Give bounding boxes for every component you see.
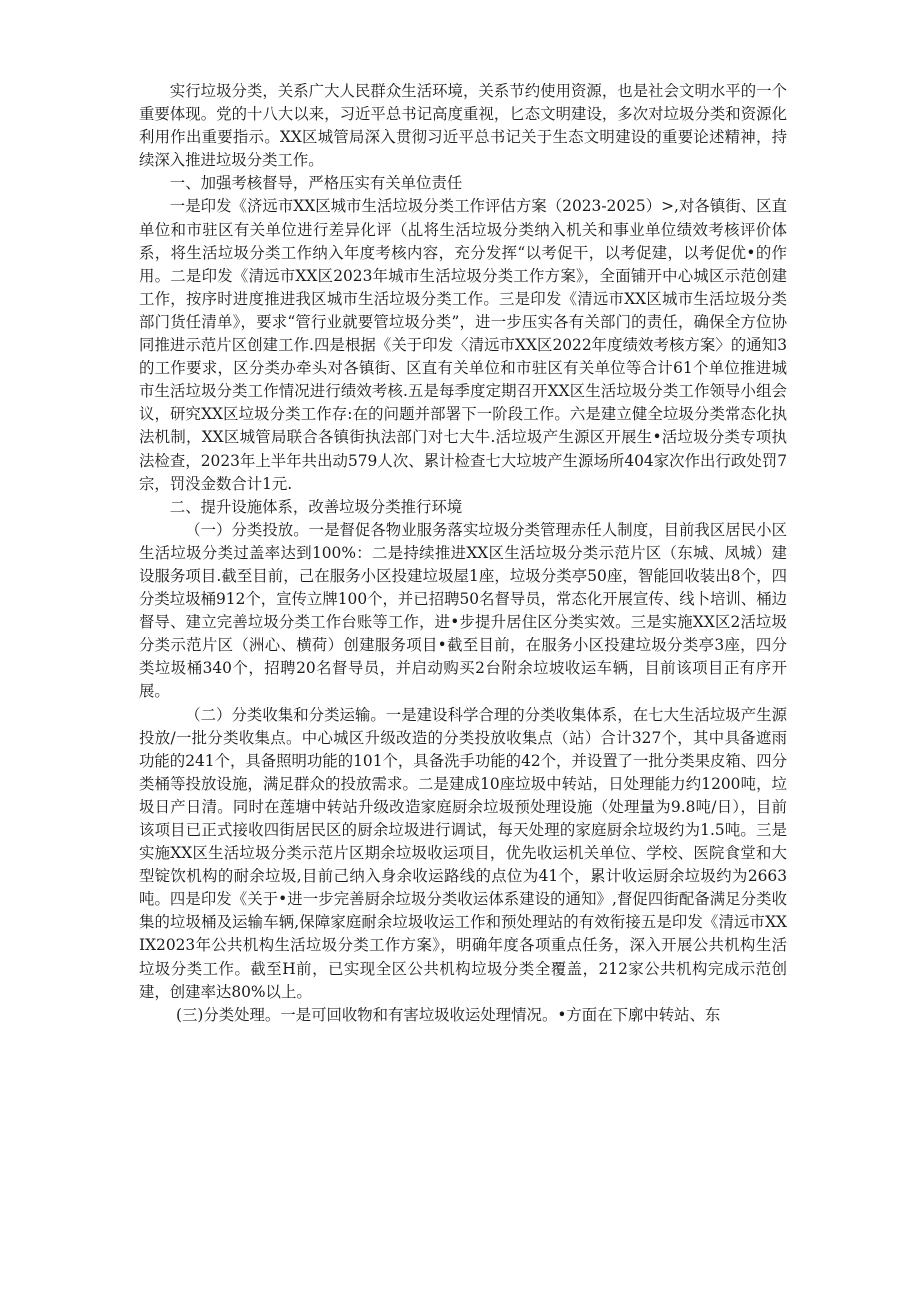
- section1-heading: 一、加强考核督导，严格压实有关单位责任: [169, 174, 463, 193]
- intro-paragraph: 实行垃圾分类，关系广大人民群众生活环境，关系节约使用资源，也是社会文明水平的一个重要体现。党的十八大以来，习近平总书记高度重视，匕态文明建设，多次对垃圾分类和资源化利用作出重要指示。XX区城管局深入贯彻习近平总书记关于生态文明建设的重要论述精神，持续深入推进垃圾分类工作。: [139, 82, 787, 170]
- subsection2-paragraph: （二）分类收集和分类运输。一是建设科学合理的分类收集体系，在七大生活垃圾产生源投放/一批分类收集点。中心城区升级改造的分类投放收集点（站）合计327个，其中具备遮雨功能的241个，具备照明功能的101个，具备洗手功能的42个，并设置了一批分类果皮箱、四分类桶等投放设施，满足群众的投放需求。二是建成10座垃圾中转站，日处理能力约1200吨，垃圾日产日清。同时在莲塘中转站升级改造家庭厨余垃圾预处理设施（处理量为9.8吨/日），目前该项目已正式接收四街居民区的厨余垃圾进行调试，每天处理的家庭厨余垃圾约为1.5吨。三是实施XX区生活垃圾分类示范片区期余垃圾收运项目，优先收运机关单位、学校、医院食堂和大型锭饮机构的耐余垃圾,目前己纳入身余收运路线的点位为41个，累计收运厨余垃圾约为2663吨。四是印发《关于•进一步完善厨余垃圾分类收运体系建设的通知》,督促四街配备满足分类收集的垃圾桶及运输车辆,保障家庭耐余垃圾收运工作和预处理站的有效衔接五是印发《清远市XXIX2023年公共机构生活垃圾分类工作方案》，明确年度各项重点任务，深入开展公共机构生活垃圾分类工作。截至H前，已实现全区公共机构垃圾分类全覆盖，212家公共机构完成示范创建，创建率达80%以上。: [139, 705, 787, 1001]
- document-page: [139, 80, 787, 1027]
- subsection1-paragraph: （一）分类投放。一是督促各物业服务落实垃圾分类管理赤任人制度，目前我区居民小区生活垃圾分类过盖率达到100%：二是持续推进XX区生活垃圾分类示范片区（东城、凤城）建设服务项目.截至目前，己在服务小区投建垃圾屋1座，垃圾分类亭50座，智能回收装出8个，四分类垃圾桶912个，宣传立牌100个，并已招聘50名督导员，常态化开展宣传、线卜培训、桶边督导、建立完善垃圾分类工作台账等工作，进•步提升居住区分类实效。三是实施XX区2活垃圾分类示范片区（洲心、横荷）创建服务项目•截至目前，在服务小区投建垃圾分类亭3座，四分类垃圾桶340个，招聘20名督导员，并启动购买2台附余垃坡收运车辆，目前该项目正有序开展。: [139, 520, 787, 701]
- section2-heading: 二、提升设施体系，改善垃圾分类推行环境: [169, 497, 463, 516]
- section1-paragraph: 一是印发《济远市XX区城市生活垃圾分类工作评估方案（2023-2025）>,对各镇街、区直单位和市驻区有关单位进行差异化评（乩将生活垃圾分类纳入机关和事业单位绩效考核评价体系，将生活垃圾分类工作纳入年度考核内容，充分发挥“以考促干，以考促建，以考促优•的作用。二是印发《清远市XX区2023年城市生活垃圾分类工作方案》，全面铺开中心城区示范创建工作，按序时进度推进我区城市生活垃圾分类工作。三是印发《清远市XX区城市生活垃圾分类部门货任清单》，要求“管行业就要管垃圾分类”，进一步压实各有关部门的责任，确保全方位协同推进示范片区创建工作.四是根据《关于印发〈清远市XX区2022年度绩效考核方案〉的通知3的工作要求，区分类办牵头对各镇街、区直有关单位和市驻区有关单位等合计61个单位推进城市生活垃圾分类工作情况进行绩效考核.五是每季度定期召开XX区生活垃圾分类工作领导小组会议，研究XX区垃圾分类工作存:在的问题并部署下一阶段工作。六是建立健全垃圾分类常态化执法机制，XX区城管局联合各镇街执法部门对七大牛.活垃圾产生源区开展生•活垃圾分类专项执法检查，2023年上半年共出动579人次、累计检查七大垃坡产生源场所404家次作出行政处罚7宗，罚没金数合计1元.: [139, 197, 787, 493]
- subsection3-paragraph: (三)分类处理。一是可回收物和有害垃圾收运处理情况。•方面在下廓中转站、东: [175, 1005, 721, 1024]
